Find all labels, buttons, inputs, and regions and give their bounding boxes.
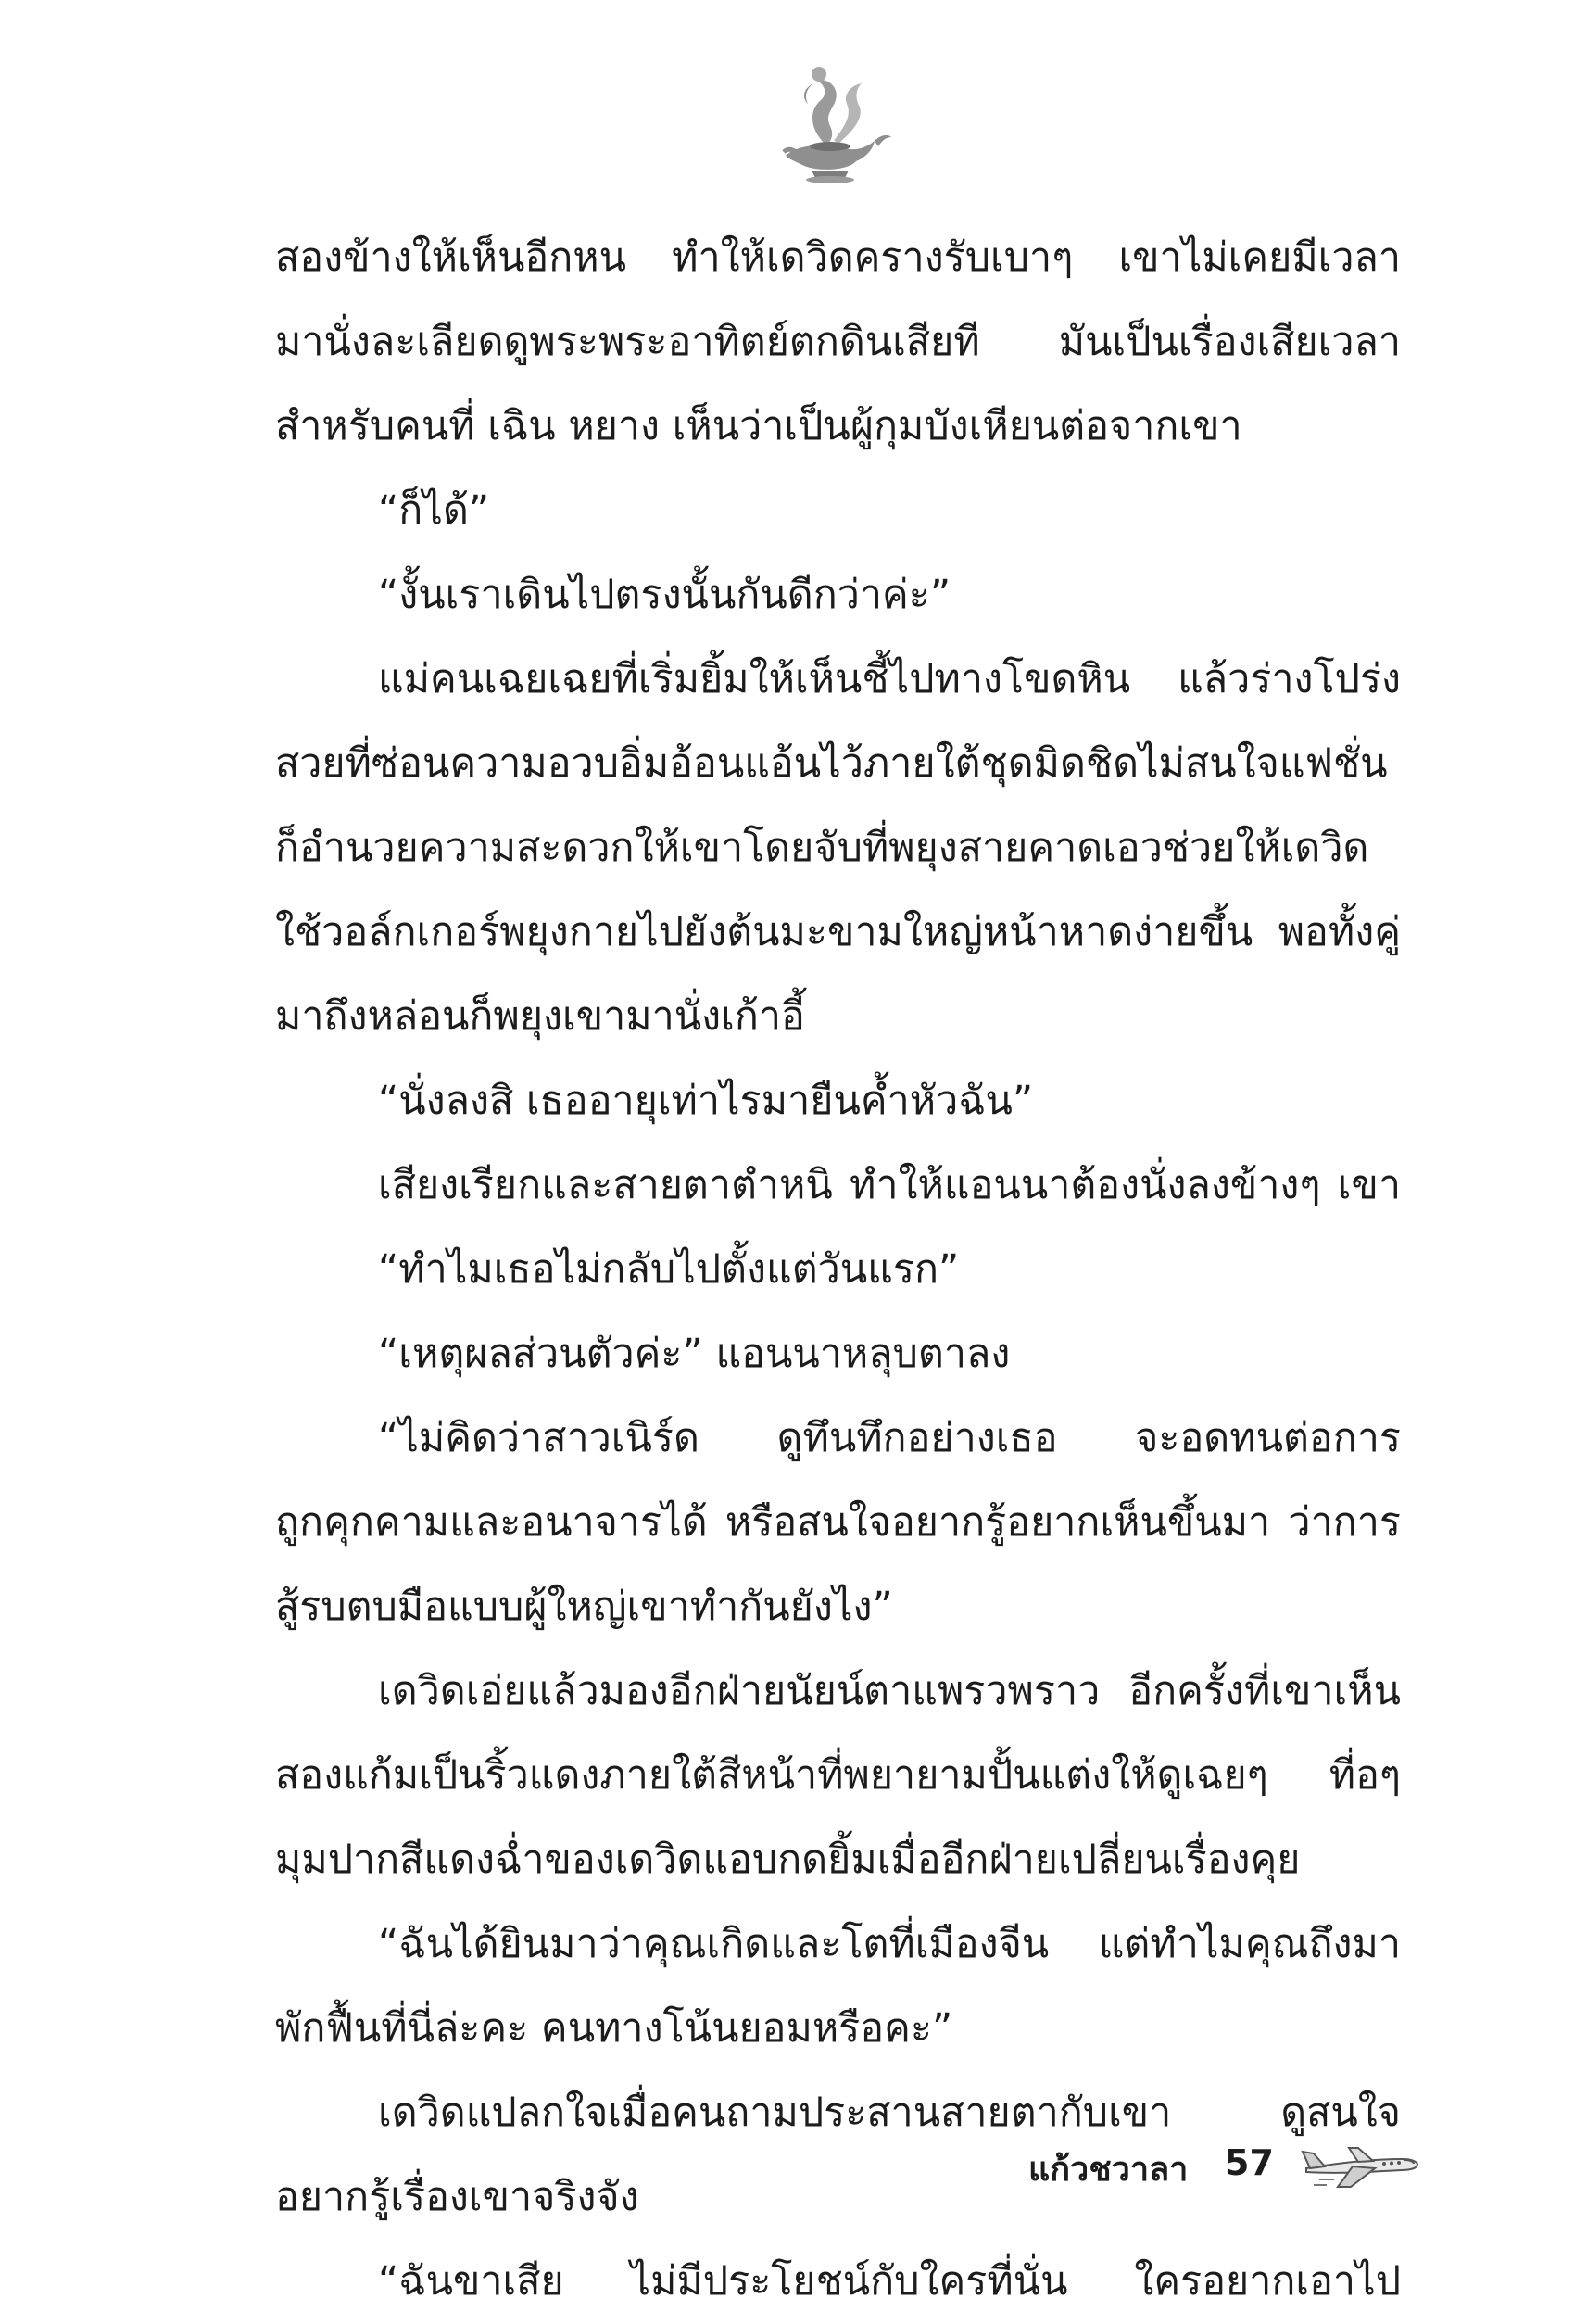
text-line: ถูกคุกคามและอนาจารได้ หรือสนใจอยากรู้อยากเห็นขึ้นมา ว่าการ [275, 1499, 1401, 1546]
page-footer [1019, 2131, 1427, 2205]
text-line: “ฉันได้ยินมาว่าคุณเกิดและโตที่เมืองจีน แต่ทำไมคุณถึงมา [378, 1921, 1401, 1967]
text-line: “ก็ได้” [378, 487, 490, 534]
text-line: เสียงเรียกและสายตาตำหนิ ทำให้แอนนาต้องนั่งลงข้างๆ เขา [378, 1162, 1401, 1208]
text-line: เดวิดแปลกใจเมื่อคนถามประสานสายตากับเขา ดูสนใจ [378, 2090, 1401, 2136]
text-line: “ฉันขาเสีย ไม่มีประโยชน์กับใครที่นั่น ใครอยากเอาไป [378, 2258, 1401, 2305]
text-line: มุมปากสีแดงฉ่ำของเดวิดแอบกดยิ้มเมื่ออีกฝ่ายเปลี่ยนเรื่องคุย [275, 1837, 1301, 1883]
text-line: มาถึงหล่อนก็พยุงเขามานั่งเก้าอี้ [275, 993, 805, 1040]
text-line: สู้รบตบมือแบบผู้ใหญ่เขาทำกันยังไง” [275, 1584, 893, 1630]
text-line: สำหรับคนที่ เฉิน หยาง เห็นว่าเป็นผู้กุมบังเหียนต่อจากเขา [275, 403, 1242, 449]
text-line: สองแก้มเป็นริ้วแดงภายใต้สีหน้าที่พยายามปั้นแต่งให้ดูเฉยๆ ที่อๆ [275, 1752, 1401, 1799]
text-line: “นั่งลงสิ เธออายุเท่าไรมายืนค้ำหัวฉัน” [378, 1078, 1034, 1124]
text-line: มานั่งละเลียดดูพระพระอาทิตย์ตกดินเสียที มันเป็นเรื่องเสียเวลา [275, 319, 1401, 365]
body-text [275, 216, 1401, 2324]
text-line: พักฟื้นที่นี่ล่ะคะ คนทางโน้นยอมหรือคะ” [275, 2005, 953, 2052]
text-line: “เหตุผลส่วนตัวค่ะ” แอนนาหลุบตาลง [378, 1331, 1011, 1377]
text-line: “ทำไมเธอไม่กลับไปตั้งแต่วันแรก” [378, 1246, 960, 1293]
text-line: แม่คนเฉยเฉยที่เริ่มยิ้มให้เห็นชี้ไปทางโขดหิน แล้วร่างโปร่ง [378, 656, 1401, 702]
text-line: เดวิดเอ่ยแล้วมองอีกฝ่ายนัยน์ตาแพรวพราว อีกครั้งที่เขาเห็น [378, 1668, 1401, 1714]
book-title: แก้วชวาลา [1028, 2151, 1189, 2189]
text-line: ใช้วอล์กเกอร์พยุงกายไปยังต้นมะขามใหญ่หน้าหาดง่ายขึ้น พอทั้งคู่ [275, 909, 1401, 955]
airplane-icon [1301, 2131, 1421, 2196]
page-number: 57 [1225, 2142, 1274, 2183]
text-line: สวยที่ซ่อนความอวบอิ่มอ้อนแอ้นไว้ภายใต้ชุดมิดชิดไม่สนใจแฟชั่น [275, 740, 1388, 787]
text-line: “งั้นเราเดินไปตรงนั้นกันดีกว่าค่ะ” [378, 572, 951, 618]
text-line: อยากรู้เรื่องเขาจริงจัง [275, 2174, 639, 2220]
text-line: “ไม่คิดว่าสาวเนิร์ด ดูทึนทึกอย่างเธอ จะอดทนต่อการ [378, 1415, 1401, 1461]
text-line: ก็อำนวยความสะดวกให้เขาโดยจับที่พยุงสายคาดเอวช่วยให้เดวิด [275, 825, 1369, 871]
genie-lamp-icon [760, 56, 899, 195]
text-line: สองข้างให้เห็นอีกหน ทำให้เดวิดครางรับเบาๆ เขาไม่เคยมีเวลา [275, 234, 1401, 281]
